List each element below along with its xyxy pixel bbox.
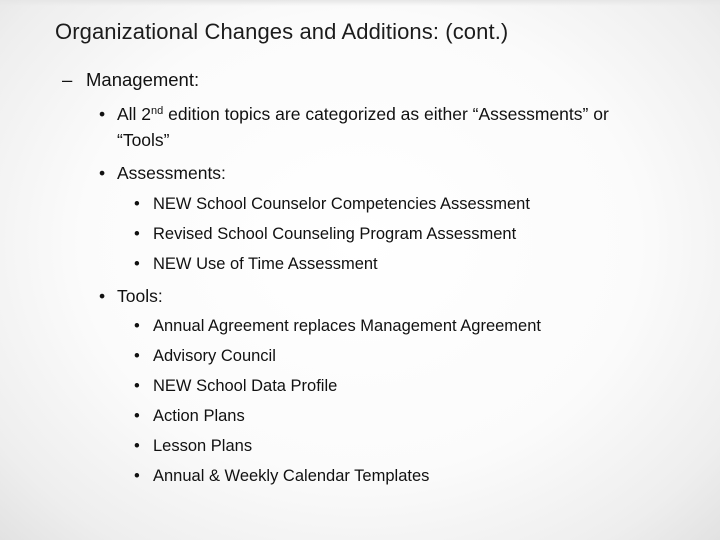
bullet-icon: • [134,195,140,213]
bullet-icon: • [134,255,140,273]
intro-prefix: All 2 [117,104,152,124]
tool-item-label: Annual & Weekly Calendar Templates [153,467,430,485]
bullet-icon: • [134,407,140,425]
assessments-label: Assessments: [117,163,226,183]
bullet-icon: • [134,377,140,395]
slide-title: Organizational Changes and Additions: (cont.) [55,19,509,44]
tool-item-label: Annual Agreement replaces Management Agreement [153,317,541,335]
assessment-item-label: NEW School Counselor Competencies Assessment [153,195,530,213]
bullet-icon: • [99,286,106,306]
dash-marker: – [62,69,73,90]
intro-line-2: “Tools” [117,130,170,150]
bullet-icon: • [134,225,140,243]
intro-line-1 [117,102,609,126]
bullet-icon: • [134,437,140,455]
bullet-icon: • [99,104,106,124]
tools-label: Tools: [117,286,163,306]
bullet-icon: • [134,317,140,335]
bullet-icon: • [99,163,106,183]
tool-item-label: Action Plans [153,407,245,425]
tool-item-label: Lesson Plans [153,437,253,455]
bullet-icon: • [134,467,140,485]
intro-superscript: nd [151,105,164,117]
tool-item-label: Advisory Council [153,347,276,365]
intro-line-1-rest: edition topics are categorized as either “Assessments” or [163,104,609,124]
tool-item-label: NEW School Data Profile [153,377,338,395]
bullet-icon: • [134,347,140,365]
assessment-item-label: NEW Use of Time Assessment [153,255,378,273]
assessment-item-label: Revised School Counseling Program Assessment [153,225,517,243]
section-label: Management: [86,69,200,90]
